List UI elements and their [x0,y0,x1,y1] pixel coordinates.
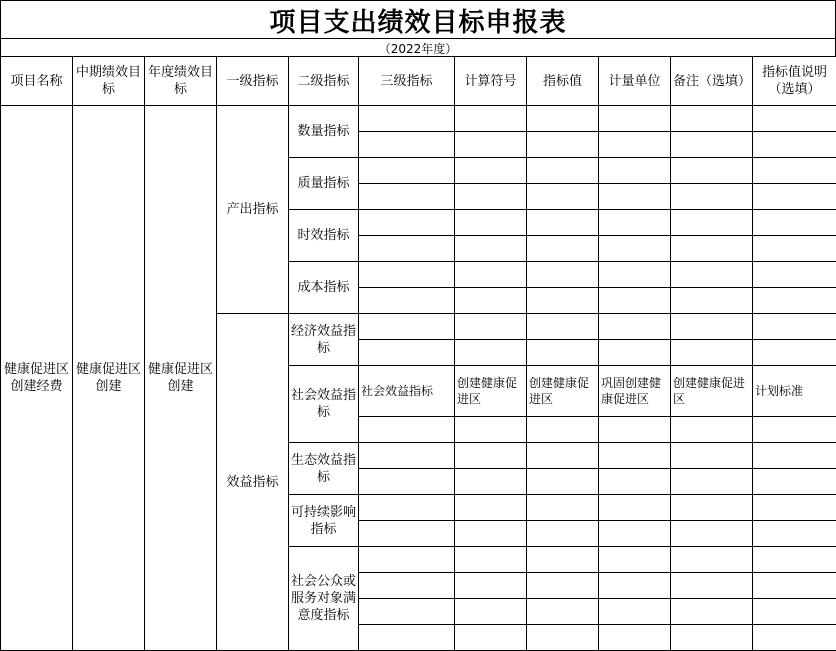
table-cell[interactable] [527,288,599,314]
table-cell[interactable] [671,573,753,599]
header-level1: 一级指标 [217,57,289,106]
social-indicator-value-cell[interactable]: 创建健康促进区 [527,366,599,417]
table-cell[interactable] [671,547,753,573]
table-cell[interactable] [599,521,671,547]
table-cell[interactable] [753,288,836,314]
level2-timeliness-cell: 时效指标 [289,210,359,262]
level2-economic-cell: 经济效益指标 [289,314,359,366]
table-cell[interactable] [359,547,455,573]
level2-quantity-cell: 数量指标 [289,106,359,158]
table-cell[interactable] [527,314,599,340]
table-cell[interactable] [359,417,455,443]
table-cell[interactable] [527,521,599,547]
header-row [1,57,836,106]
table-cell[interactable] [753,625,836,651]
level2-quality-cell: 质量指标 [289,158,359,210]
table-cell[interactable] [527,599,599,625]
mid-goal-cell: 健康促进区创建 [73,106,145,651]
table-cell[interactable] [455,521,527,547]
table-cell[interactable] [527,236,599,262]
table-cell[interactable] [527,340,599,366]
table-cell[interactable] [359,495,455,521]
table-cell[interactable] [527,132,599,158]
table-cell[interactable] [455,625,527,651]
table-cell[interactable] [753,495,836,521]
table-cell[interactable] [599,106,671,132]
header-project-name: 项目名称 [1,57,73,106]
table-cell[interactable] [599,625,671,651]
table-cell[interactable] [455,132,527,158]
table-cell[interactable] [671,288,753,314]
table-cell[interactable] [455,547,527,573]
header-unit: 计量单位 [599,57,671,106]
level1-benefit-cell: 效益指标 [217,314,289,651]
table-cell[interactable] [455,417,527,443]
table-cell[interactable] [671,443,753,469]
table-cell[interactable] [359,469,455,495]
table-cell[interactable] [671,210,753,236]
table-cell[interactable] [599,443,671,469]
table-cell[interactable] [359,314,455,340]
table-cell[interactable] [359,443,455,469]
table-cell[interactable] [527,210,599,236]
table-cell[interactable] [527,106,599,132]
table-cell[interactable] [359,521,455,547]
form-year: （2022年度） [0,38,836,57]
table-cell[interactable] [753,521,836,547]
level2-satisfaction-cell: 社会公众或服务对象满意度指标 [289,547,359,651]
table-cell[interactable] [527,469,599,495]
table-cell[interactable] [599,547,671,573]
table-cell[interactable] [753,599,836,625]
table-cell[interactable] [359,625,455,651]
table-cell[interactable] [599,340,671,366]
table-cell[interactable] [455,158,527,184]
table-cell[interactable] [527,443,599,469]
table-cell[interactable] [671,340,753,366]
table-cell[interactable] [527,495,599,521]
social-remark-cell[interactable]: 创建健康促进区 [671,366,753,417]
level2-ecological-cell: 生态效益指标 [289,443,359,495]
header-value-note: 指标值说明（选填） [753,57,836,106]
table-cell[interactable] [599,314,671,340]
table-cell[interactable] [753,236,836,262]
table-cell[interactable] [359,106,455,132]
table-cell[interactable] [359,236,455,262]
header-mid-goal: 中期绩效目标 [73,57,145,106]
table-cell[interactable] [455,210,527,236]
table-cell[interactable] [455,573,527,599]
table-cell[interactable] [599,158,671,184]
table-cell[interactable] [455,599,527,625]
table-cell[interactable] [671,521,753,547]
table-cell[interactable] [753,340,836,366]
table-cell[interactable] [455,236,527,262]
table-cell[interactable] [599,288,671,314]
header-annual-goal: 年度绩效目标 [145,57,217,106]
table-cell[interactable] [599,132,671,158]
table-cell[interactable] [753,547,836,573]
table-cell[interactable] [599,599,671,625]
table-cell[interactable] [671,469,753,495]
table-cell[interactable] [359,599,455,625]
header-indicator-value: 指标值 [527,57,599,106]
table-cell[interactable] [599,417,671,443]
header-level3: 三级指标 [359,57,455,106]
form-title: 项目支出绩效目标申报表 [0,0,836,39]
table-cell[interactable] [599,262,671,288]
table-cell[interactable] [455,262,527,288]
table-cell[interactable] [671,262,753,288]
table-cell[interactable] [753,262,836,288]
table-cell[interactable] [527,547,599,573]
table-cell[interactable] [455,443,527,469]
table-cell[interactable] [527,184,599,210]
table-cell[interactable] [671,417,753,443]
table-cell[interactable] [599,210,671,236]
table-cell[interactable] [455,469,527,495]
table-cell[interactable] [753,573,836,599]
table-cell[interactable] [753,417,836,443]
table-cell[interactable] [455,288,527,314]
table-cell[interactable] [359,573,455,599]
table-cell[interactable] [753,443,836,469]
table-cell[interactable] [671,314,753,340]
table-cell[interactable] [359,184,455,210]
table-cell[interactable] [599,184,671,210]
level2-sustainable-cell: 可持续影响指标 [289,495,359,547]
table-cell[interactable] [359,340,455,366]
level1-output-cell: 产出指标 [217,106,289,314]
table-cell[interactable] [671,106,753,132]
table-cell[interactable] [527,262,599,288]
table-cell[interactable] [671,495,753,521]
indicator-table [0,56,836,651]
table-cell[interactable] [753,132,836,158]
table-cell[interactable] [599,573,671,599]
table-cell[interactable] [359,132,455,158]
table-cell[interactable] [359,288,455,314]
table-cell[interactable] [599,495,671,521]
header-remark: 备注（选填） [671,57,753,106]
table-cell[interactable] [599,469,671,495]
table-cell[interactable] [599,236,671,262]
table-cell[interactable] [455,184,527,210]
table-cell[interactable] [753,469,836,495]
table-cell[interactable] [671,184,753,210]
table-cell[interactable] [527,625,599,651]
table-cell[interactable] [527,158,599,184]
table-cell[interactable] [455,106,527,132]
annual-goal-cell: 健康促进区创建 [145,106,217,651]
table-cell[interactable] [671,236,753,262]
table-cell[interactable] [753,184,836,210]
header-calc-symbol: 计算符号 [455,57,527,106]
social-unit-cell[interactable]: 巩固创建健康促进区 [599,366,671,417]
table-cell[interactable] [753,158,836,184]
table-cell[interactable] [455,495,527,521]
level2-cost-cell: 成本指标 [289,262,359,314]
table-cell[interactable] [671,599,753,625]
table-cell[interactable] [359,262,455,288]
header-level2: 二级指标 [289,57,359,106]
level2-social-cell: 社会效益指标 [289,366,359,443]
table-cell[interactable] [671,625,753,651]
table-cell[interactable] [753,106,836,132]
table-row [1,106,836,132]
table-cell[interactable] [671,158,753,184]
table-cell[interactable] [359,210,455,236]
table-cell[interactable] [455,314,527,340]
social-calc-symbol-cell[interactable]: 创建健康促进区 [455,366,527,417]
social-value-note-cell[interactable]: 计划标准 [753,366,836,417]
table-cell[interactable] [527,417,599,443]
table-cell[interactable] [753,210,836,236]
table-cell[interactable] [671,132,753,158]
table-cell[interactable] [359,158,455,184]
social-level3-cell[interactable]: 社会效益指标 [359,366,455,417]
project-name-cell: 健康促进区创建经费 [1,106,73,651]
table-cell[interactable] [527,573,599,599]
table-cell[interactable] [455,340,527,366]
table-cell[interactable] [753,314,836,340]
